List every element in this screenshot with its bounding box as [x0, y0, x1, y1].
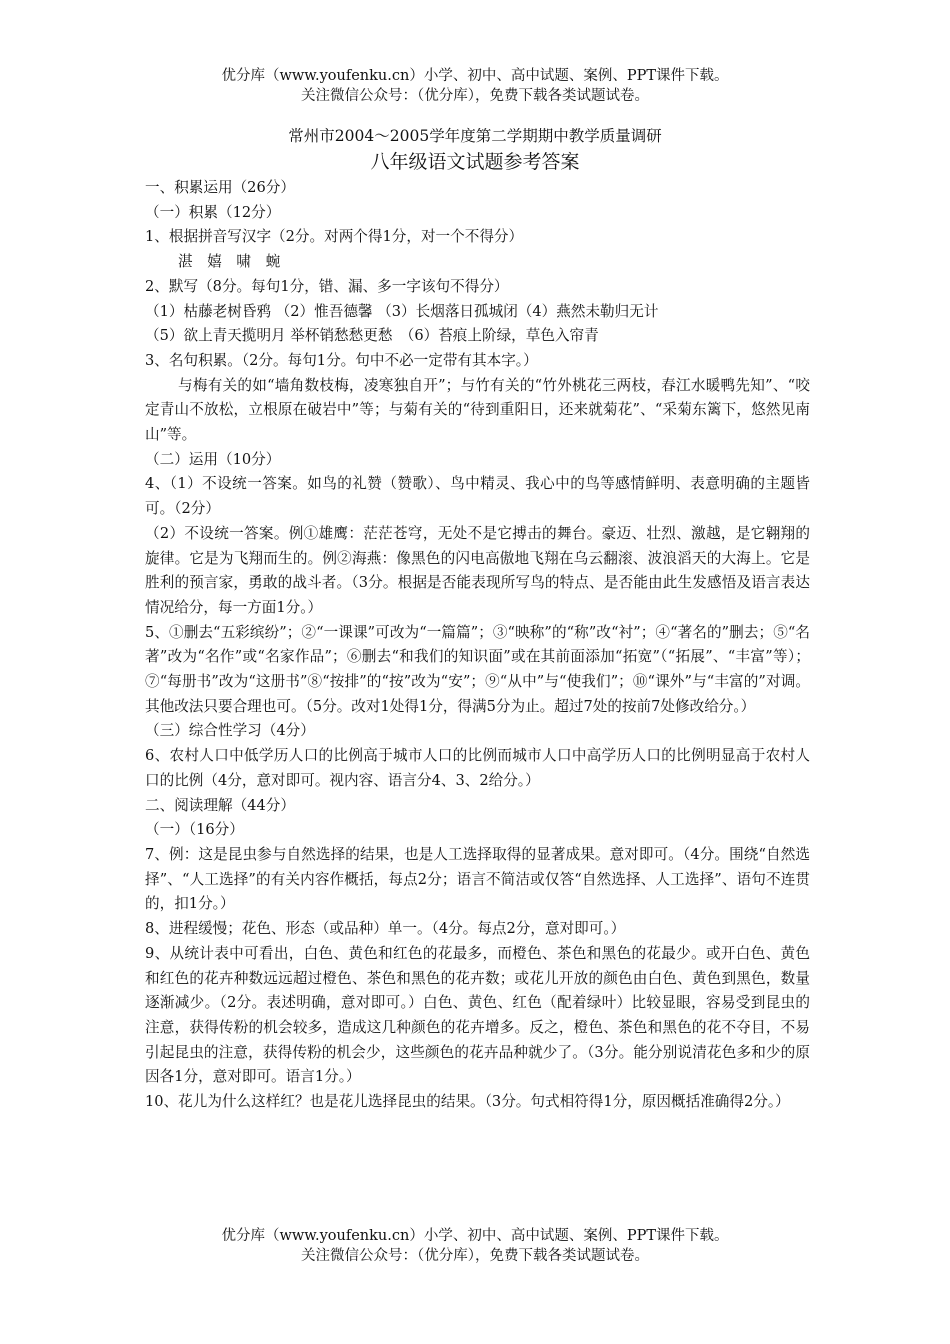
- header-line-1: 优分库（www.youfenku.cn）小学、初中、高中试题、案例、PPT课件下载。: [221, 68, 729, 84]
- answer-paragraph: （2）不设统一答案。例①雄鹰：茫茫苍穹，无处不是它搏击的舞台。豪迈、壮烈、激越，是它翱翔的旋律。它是为飞翔而生的。例②海燕：像黑色的闪电高傲地飞翔在乌云翻滚、波浪滔天的大海上。它是胜利的预言家，勇敢的战斗者。（3分。根据是否能表现所写鸟的特点、是否能由此生发感悟及语言表达情况给分，每一方面1分。）: [145, 524, 810, 616]
- footer-line-1: 优分库（www.youfenku.cn）小学、初中、高中试题、案例、PPT课件下载。: [221, 1228, 729, 1244]
- answer-line: （5）欲上青天揽明月 举杯销愁愁更愁 （6）苔痕上阶绿，草色入帘青: [145, 327, 599, 345]
- page-header: [0, 66, 950, 106]
- subsection-heading: （二）运用（10分）: [145, 450, 281, 468]
- section-heading-1: 一、积累运用（26分）: [145, 179, 295, 196]
- answer-line: 8、进程缓慢；花色、形态（或品种）单一。（4分。每点2分，意对即可。）: [145, 920, 626, 938]
- page-footer: [0, 1226, 950, 1266]
- subsection-heading: （一）积累（12分）: [145, 203, 281, 221]
- answer-paragraph: 6、农村人口中低学历人口的比例高于城市人口的比例而城市人口中高学历人口的比例明显高于农村人口的比例（4分，意对即可。视内容、语言分4、3、2给分。）: [145, 747, 810, 789]
- answer-line: （1）枯藤老树昏鸦 （2）惟吾德馨 （3）长烟落日孤城闭（4）燕然未勒归无计: [145, 302, 659, 320]
- subsection-heading: （一）（16分）: [145, 821, 244, 839]
- answer-paragraph: 4、（1）不设统一答案。如鸟的礼赞（赞歌）、鸟中精灵、我心中的鸟等感情鲜明、表意明确的主题皆可。（2分）: [145, 475, 810, 518]
- answer-paragraph: 7、例：这是昆虫参与自然选择的结果，也是人工选择取得的显著成果。意对即可。（4分。围绕“自然选择”、“人工选择”的有关内容作概括，每点2分；语言不简洁或仅答“自然选择、人工选择”、语句不连贯的，扣1分。）: [145, 845, 810, 913]
- answer-paragraph: 9、从统计表中可看出，白色、黄色和红色的花最多，而橙色、茶色和黑色的花最少。或开白色、黄色和红色的花卉种数远远超过橙色、茶色和黑色的花卉数；或花儿开放的颜色由白色、黄色到黑色，数量逐渐减少。（2分。表述明确，意对即可。）白色、黄色、红色（配着绿叶）比较显眼，容易受到昆虫的注意，获得传粉的机会较多，造成这几种颜色的花卉增多。反之，橙色、茶色和黑色的花不夺目，不易引起昆虫的注意，获得传粉的机会少，这些颜色的花卉品种就少了。（3分。能分别说清花色多和少的原因各1分，意对即可。语言1分。）: [145, 944, 810, 1086]
- answer-line: 3、名句积累。（2分。每句1分。句中不必一定带有其本字。）: [145, 351, 538, 369]
- answer-line: 1、根据拼音写汉字（2分。对两个得1分，对一个不得分）: [145, 228, 524, 246]
- answer-line: 湛 嬉 啸 蜿: [178, 253, 281, 271]
- section-heading-2: 二、阅读理解（44分）: [145, 796, 295, 814]
- header-line-2: 关注微信公众号：（优分库），免费下载各类试题试卷。: [301, 88, 649, 104]
- answer-paragraph: 与梅有关的如“墙角数枝梅，凌寒独自开”；与竹有关的“竹外桃花三两枝，春江水暖鸭先知”、“咬定青山不放松，立根原在破岩中”等；与菊有关的“待到重阳日，还来就菊花”、“采菊东篱下，悠然见南山”等。: [145, 376, 810, 444]
- answer-line: 2、默写（8分。每句1分，错、漏、多一字该句不得分）: [145, 277, 509, 295]
- answer-paragraph: 5、①删去“五彩缤纷”；②“一课课”可改为“一篇篇”；③“映称”的“称”改“衬”；④“著名的”删去；⑤“名著”改为“名作”或“名家作品”；⑥删去“和我们的知识面”或在其前面添加“拓宽”（“拓展”、“丰富”等）；⑦“每册书”改为“这册书”⑧“按排”的“按”改为“安”；⑨“从中”与“使我们”；⑩“课外”与“丰富的”对调。其他改法只要合理也可。（5分。改对1处得1分，得满5分为止。超过7处的按前7处修改给分。）: [145, 623, 810, 715]
- subsection-heading: （三）综合性学习（4分）: [145, 722, 315, 740]
- document-title: 常州市2004～2005学年度第二学期期中教学质量调研: [288, 127, 662, 145]
- answer-paragraph: 10、花儿为什么这样红？也是花儿选择昆虫的结果。（3分。句式相符得1分，原因概括准确得2分。）: [145, 1093, 790, 1111]
- footer-line-2: 关注微信公众号：（优分库），免费下载各类试题试卷。: [301, 1248, 649, 1264]
- document-subtitle: 八年级语文试题参考答案: [370, 151, 580, 173]
- answer-body: [145, 176, 810, 1115]
